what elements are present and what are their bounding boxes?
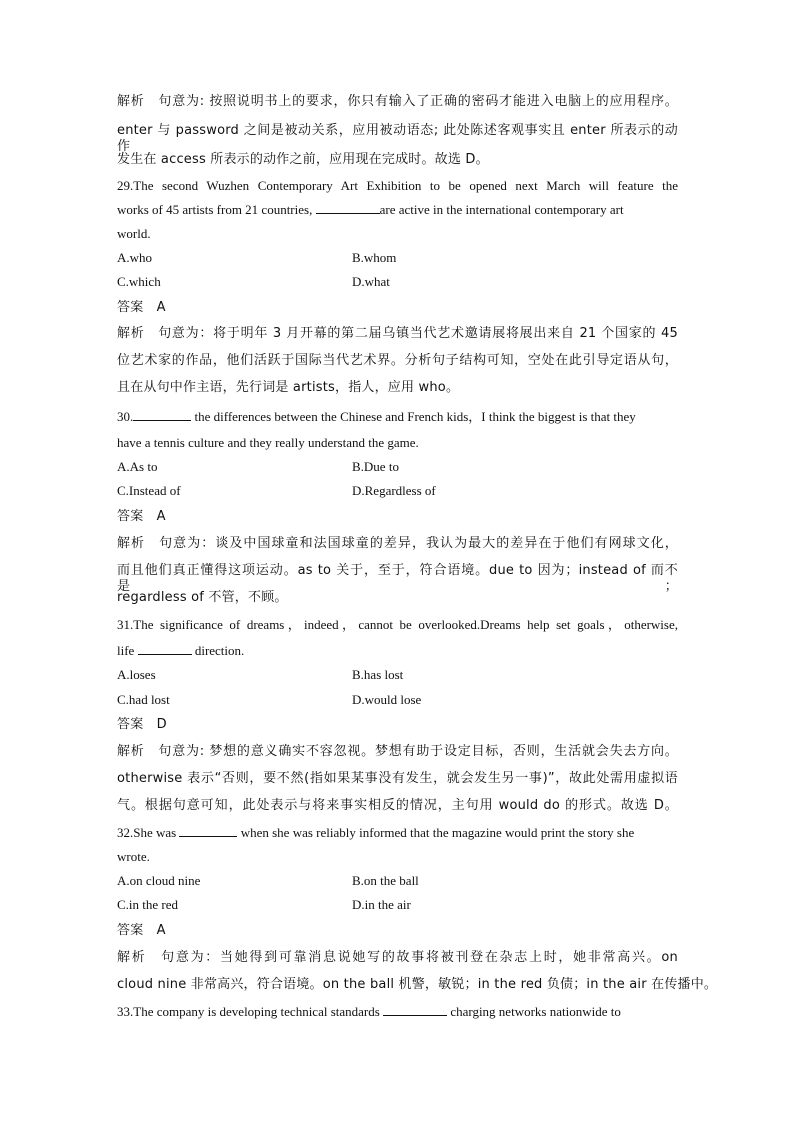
analysis-line: cloud nine 非常高兴，符合语境。on the ball 机警，敏锐；in the red 负债；in the air 在传播中。 <box>117 977 718 992</box>
stem-text: the differences between the Chinese and French kids，I think the biggest is that they <box>191 409 636 424</box>
option-b: B.on the ball <box>352 873 419 888</box>
option-d: D.would lose <box>352 692 422 707</box>
analysis-line: otherwise 表示“否则，要不然(指如果某事没有发生，就会发生另一事)”，故此处需用虚拟语 <box>117 771 678 786</box>
analysis-line: 气。根据句意可知，此处表示与将来事实相反的情况，主句用 would do 的形式。故选 D。 <box>117 798 678 813</box>
option-c: C.had lost <box>117 692 170 707</box>
option-b: B.has lost <box>352 667 404 682</box>
stem-text: 30. <box>117 409 134 424</box>
answer-blank <box>316 202 380 214</box>
analysis-line: 解析 句意为：当她得到可靠消息说她写的故事将被刊登在杂志上时，她非常高兴。on <box>117 950 678 965</box>
stem-text: are active in the international contemporary art <box>379 202 624 217</box>
option-a: A.loses <box>117 667 156 682</box>
analysis-line: regardless of 不管，不顾。 <box>117 590 288 605</box>
question-29-stem: 29.The second Wuzhen Contemporary Art Exhibition to be opened next March will feature the <box>117 178 678 193</box>
stem-text: life <box>117 643 138 658</box>
analysis-line: 解析 句意为：谈及中国球童和法国球童的差异，我认为最大的差异在于他们有网球文化， <box>117 536 678 551</box>
option-d: D.Regardless of <box>352 483 436 498</box>
answer-label: 答案 D <box>117 717 167 732</box>
question-29-stem: world. <box>117 226 151 241</box>
analysis-line: 解析 句意为：将于明年 3 月开幕的第二届乌镇当代艺术邀请展将展出来自 21 个国家的 45 <box>117 326 678 341</box>
question-31-stem: 31.The significance of dreams，indeed，cannot be overlooked.Dreams help set goals，otherwise, <box>117 617 678 632</box>
answer-label: 答案 A <box>117 509 166 524</box>
analysis-line: 位艺术家的作品，他们活跃于国际当代艺术界。分析句子结构可知，空处在此引导定语从句， <box>117 353 678 368</box>
option-b: B.whom <box>352 250 397 265</box>
stem-text: when she was reliably informed that the magazine would print the story she <box>237 825 635 840</box>
question-31-stem <box>117 643 244 659</box>
option-c: C.Instead of <box>117 483 181 498</box>
option-a: A.who <box>117 250 153 265</box>
option-b: B.Due to <box>352 459 399 474</box>
option-a: A.As to <box>117 459 158 474</box>
stem-text: charging networks nationwide to <box>447 1004 621 1019</box>
answer-blank <box>383 1004 447 1016</box>
answer-label: 答案 A <box>117 923 166 938</box>
stem-text: 33.The company is developing technical standards <box>117 1004 384 1019</box>
q28-analysis-line: 解析 句意为: 按照说明书上的要求，你只有输入了正确的密码才能进入电脑上的应用程序。 <box>117 94 678 109</box>
question-32-stem: wrote. <box>117 849 150 864</box>
question-32-stem <box>117 825 634 841</box>
option-a: A.on cloud nine <box>117 873 201 888</box>
analysis-line: 解析 句意为: 梦想的意义确实不容忽视。梦想有助于设定目标，否则，生活就会失去方向。 <box>117 744 678 759</box>
answer-blank <box>138 643 192 655</box>
answer-blank <box>133 409 191 421</box>
option-d: D.in the air <box>352 897 411 912</box>
option-c: C.in the red <box>117 897 179 912</box>
stem-text: 32.She was <box>117 825 180 840</box>
question-30-stem: have a tennis culture and they really understand the game. <box>117 435 419 450</box>
analysis-line: 且在从句中作主语，先行词是 artists，指人，应用 who。 <box>117 380 460 395</box>
answer-label: 答案 A <box>117 300 166 315</box>
q28-analysis-line: enter 与 password 之间是被动关系，应用被动语态; 此处陈述客观事实且 enter 所表示的动作 <box>117 123 678 154</box>
answer-blank <box>179 825 237 837</box>
question-29-stem <box>117 202 624 218</box>
question-30-stem <box>117 409 636 425</box>
option-d: D.what <box>352 274 390 289</box>
stem-text: works of 45 artists from 21 countries, <box>117 202 313 217</box>
q28-analysis-line: 发生在 access 所表示的动作之前，应用现在完成时。故选 D。 <box>117 152 489 167</box>
stem-text: direction. <box>191 643 245 658</box>
option-c: C.which <box>117 274 161 289</box>
analysis-line: 而且他们真正懂得这项运动。as to 关于，至于，符合语境。due to 因为；instead of 而不是； <box>117 563 678 594</box>
question-33-stem <box>117 1004 621 1020</box>
